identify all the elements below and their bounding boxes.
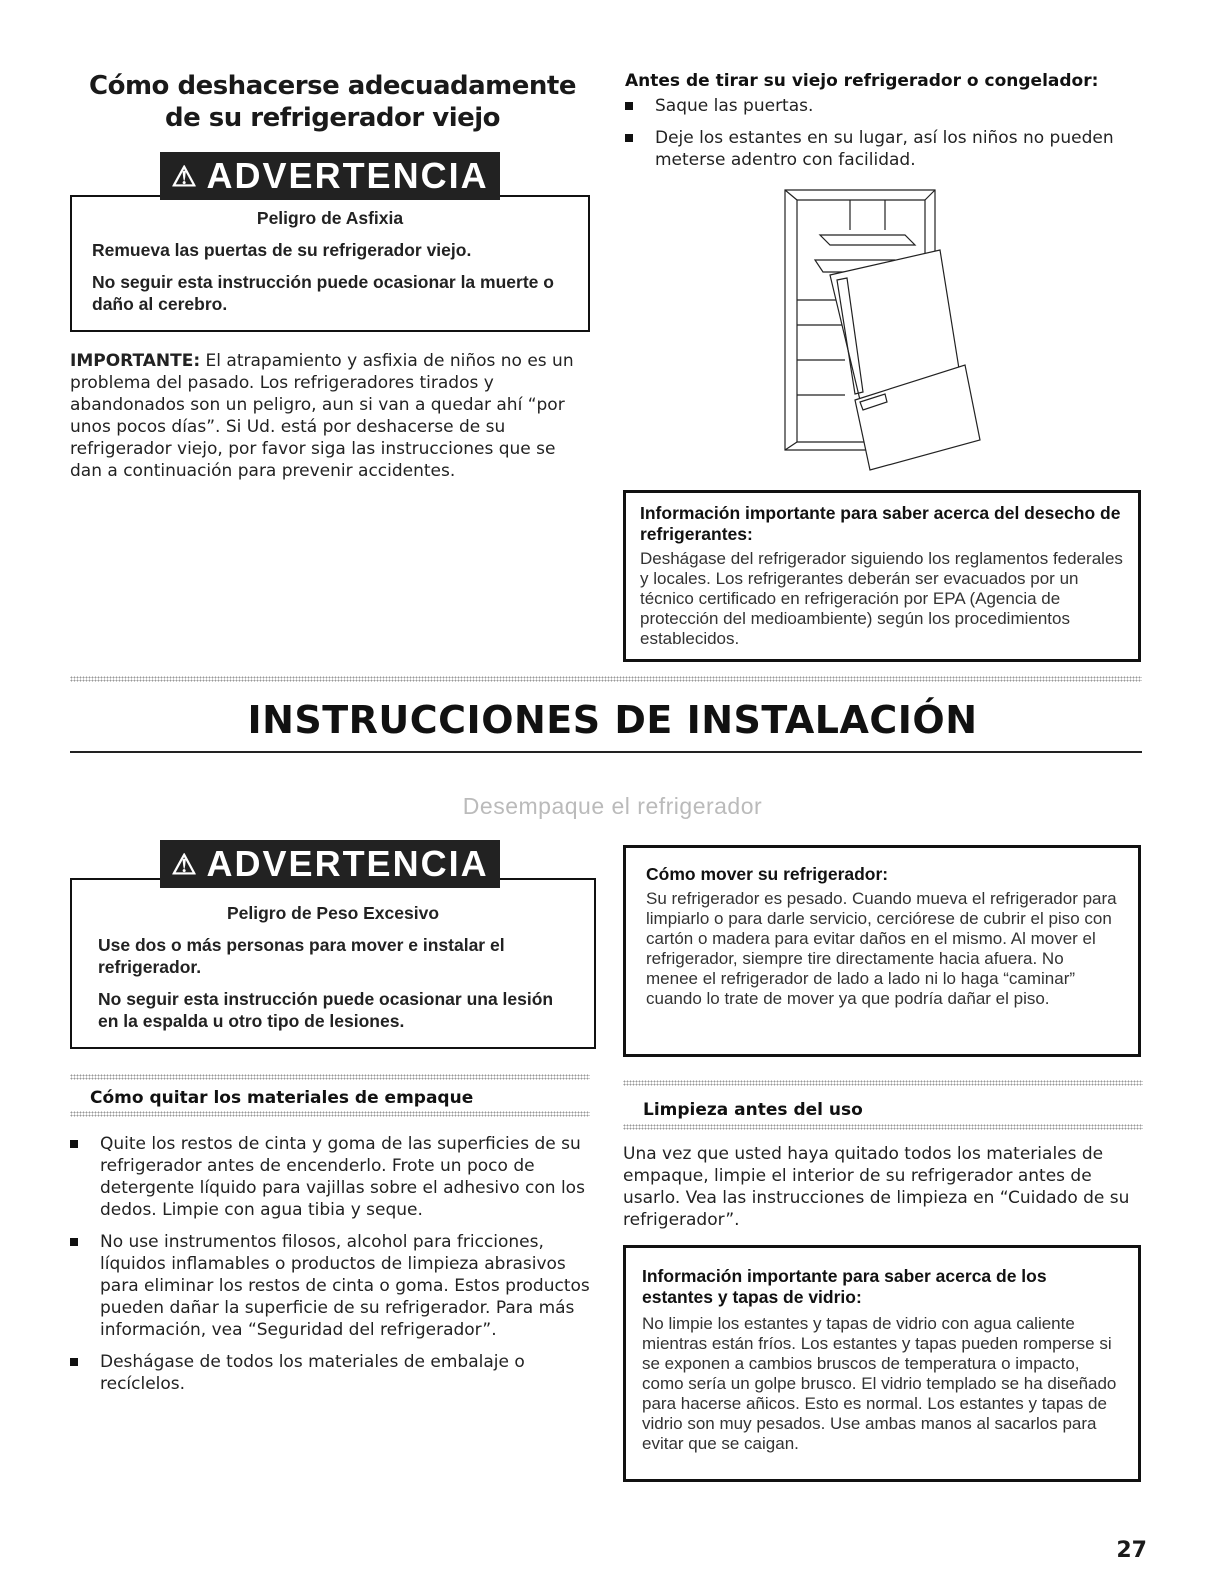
cleaning-heading: Limpieza antes del uso <box>643 1100 863 1120</box>
important-text: El atrapamiento y asfixia de niños no es un problema del pasado. Los refrigeradores tirados y abandonados son un peligro, aun si van a quedar ahí “por unos pocos días”. Si Ud. está por deshacerse de su refrigerador viejo, por favor siga las instrucciones que se dan a continuación para prevenir accidentes. <box>70 351 574 481</box>
weight-warning-box <box>70 878 596 1049</box>
moving-info-text: Su refrigerador es pesado. Cuando mueva el refrigerador para limpiarlo o para darle servicio, cerciórese de cubrir el piso con cartón o madera para evitar daños en el mismo. Al mover el refrigerador, siempre tire directamente hacia afuera. No menee el refrigerador de lado a lado ni lo haga “caminar” cuando lo trate de mover ya que podría dañar el piso. <box>646 889 1117 1008</box>
installation-title: INSTRUCCIONES DE INSTALACIÓN <box>247 698 978 742</box>
important-label: IMPORTANTE: <box>70 351 201 371</box>
before-disposal-list <box>625 95 1140 181</box>
section-rule <box>70 1111 590 1117</box>
warning-triangle-icon: ⚠ <box>171 160 199 192</box>
warning-line-1: Use dos o más personas para mover e instalar el refrigerador. <box>98 935 505 977</box>
warning-banner <box>160 152 500 200</box>
page-number: 27 <box>1116 1538 1147 1563</box>
moving-info-box <box>623 845 1141 1057</box>
glass-info-text: No limpie los estantes y tapas de vidrio con agua caliente mientras están fríos. Los estantes y tapas pueden romperse si se exponen a cambios bruscos de temperatura o impacto, como sería un golpe brusco. El vidrio templado se ha diseñado para hacerse añicos. Esto es normal. Los estantes y tapas de vidrio son muy pesados. Use ambas manos al sacarlos para evitar que se caigan. <box>642 1314 1117 1453</box>
title-rule <box>70 751 1142 753</box>
list-item: Saque las puertas. <box>625 95 1140 117</box>
warning-line-2: No seguir esta instrucción puede ocasionar una lesión en la espalda u otro tipo de lesiones. <box>98 989 554 1031</box>
glass-info-title: Información importante para saber acerca de los estantes y tapas de vidrio: <box>642 1266 1047 1307</box>
disposal-heading-line2: de su refrigerador viejo <box>164 103 501 133</box>
section-rule <box>623 1124 1143 1130</box>
refrigerant-info-title: Información importante para saber acerca del desecho de refrigerantes: <box>640 503 1121 544</box>
glass-info-box <box>623 1245 1141 1482</box>
unpack-subtitle: Desempaque el refrigerador <box>462 793 763 819</box>
section-divider <box>70 676 1142 682</box>
warning-banner-text: ADVERTENCIA <box>206 155 489 196</box>
list-item: Deshágase de todos los materiales de embalaje o recíclelos. <box>70 1351 590 1395</box>
section-rule <box>70 1074 590 1080</box>
warning-hazard: Peligro de Peso Excesivo <box>226 903 440 923</box>
disposal-heading-line1: Cómo deshacerse adecuadamente <box>89 71 576 101</box>
asphyxia-warning-box <box>70 195 590 332</box>
warning-line-1: Remueva las puertas de su refrigerador viejo. <box>92 240 472 260</box>
list-item: Deje los estantes en su lugar, así los niños no pueden meterse adentro con facilidad. <box>625 127 1140 171</box>
refrigerator-doors-removed-illustration <box>775 180 995 475</box>
list-item: No use instrumentos filosos, alcohol para fricciones, líquidos inflamables o productos de limpieza abrasivos para eliminar los restos de cinta o goma. Estos productos pueden dañar la superficie de su refrigerador. Para más información, vea “Seguridad del refrigerador”. <box>70 1231 590 1341</box>
disposal-heading <box>70 70 595 134</box>
packing-heading: Cómo quitar los materiales de empaque <box>90 1088 474 1108</box>
refrigerant-info-box <box>623 490 1141 662</box>
warning-hazard: Peligro de Asfixia <box>256 208 404 228</box>
section-rule <box>623 1080 1143 1086</box>
warning-triangle-icon: ⚠ <box>171 848 199 880</box>
packing-list <box>70 1133 590 1405</box>
important-paragraph <box>70 350 590 482</box>
refrigerant-info-text: Deshágase del refrigerador siguiendo los reglamentos federales y locales. Los refrigerantes deberán ser evacuados por un técnico certificado en refrigeración por EPA (Agencia de protección del medioambiente) según los procedimientos establecidos. <box>640 549 1123 648</box>
before-disposal-heading: Antes de tirar su viejo refrigerador o congelador: <box>625 71 1099 91</box>
warning-banner-text: ADVERTENCIA <box>206 843 489 884</box>
list-item: Quite los restos de cinta y goma de las superficies de su refrigerador antes de encenderlo. Frote un poco de detergente líquido para vajillas sobre el adhesivo con los dedos. Limpie con agua tibia y seque. <box>70 1133 590 1221</box>
warning-line-2: No seguir esta instrucción puede ocasionar la muerte o daño al cerebro. <box>92 272 554 314</box>
warning-banner <box>160 840 500 888</box>
moving-info-title: Cómo mover su refrigerador: <box>646 864 889 884</box>
cleaning-text: Una vez que usted haya quitado todos los materiales de empaque, limpie el interior de su refrigerador antes de usarlo. Vea las instrucciones de limpieza en “Cuidado de su refrigerador”. <box>623 1144 1130 1230</box>
